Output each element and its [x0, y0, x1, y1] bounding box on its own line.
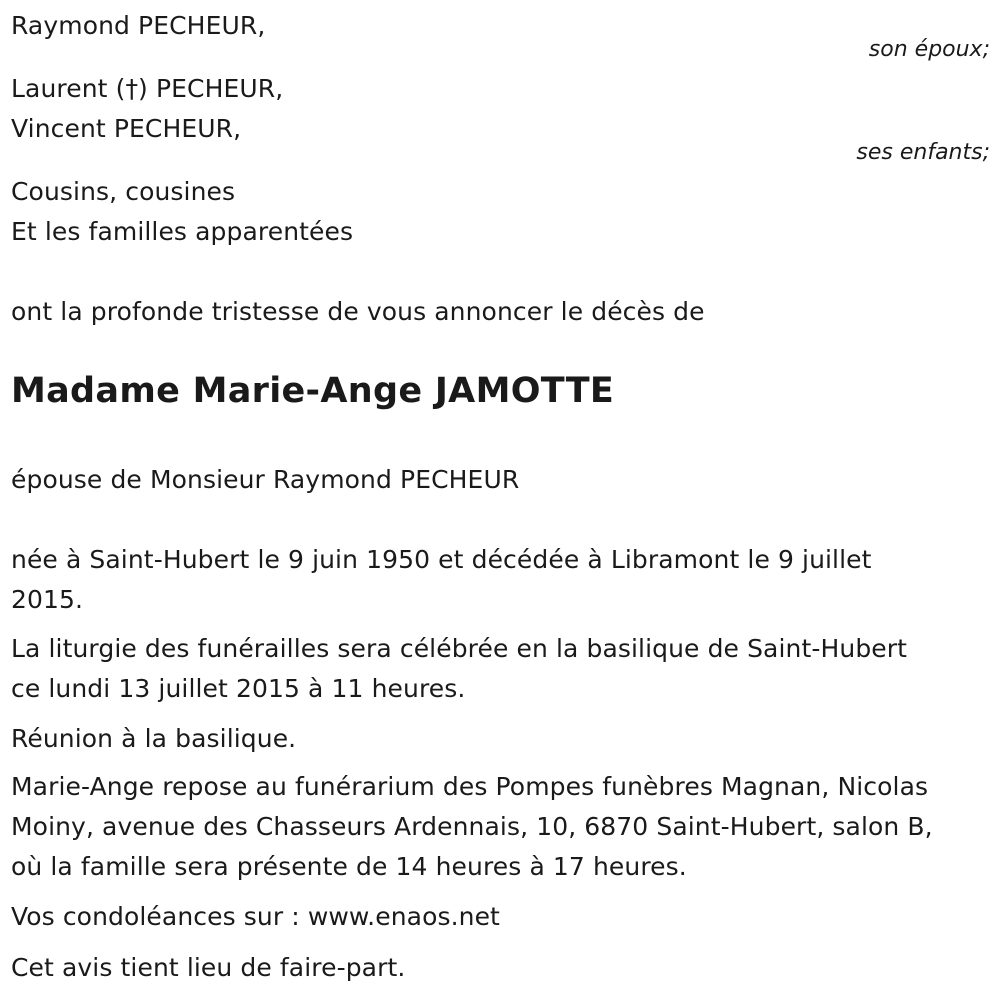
spouse-line: épouse de Monsieur Raymond PECHEUR [11, 465, 520, 494]
husband-name: Raymond PECHEUR, [11, 11, 266, 40]
birth-death-line-2: 2015. [11, 585, 84, 614]
rest-line-1: Marie-Ange repose au funérarium des Pompes funèbres Magnan, Nicolas [11, 772, 929, 801]
closing-line: Cet avis tient lieu de faire-part. [11, 953, 406, 982]
rest-line-3: où la famille sera présente de 14 heures à 17 heures. [11, 852, 687, 881]
children-role: ses enfants; [856, 140, 990, 165]
announcement-intro: ont la profonde tristesse de vous annoncer le décès de [11, 297, 705, 326]
liturgy-line-1: La liturgie des funérailles sera célébrée en la basilique de Saint-Hubert [11, 634, 908, 663]
rest-line-2: Moiny, avenue des Chasseurs Ardennais, 10, 6870 Saint-Hubert, salon B, [11, 812, 933, 841]
families-line: Et les familles apparentées [11, 217, 354, 246]
condolences-line: Vos condoléances sur : www.enaos.net [11, 902, 500, 931]
cousins-line: Cousins, cousines [11, 177, 236, 206]
child-name-vincent: Vincent PECHEUR, [11, 114, 242, 143]
husband-role: son époux; [868, 37, 990, 62]
liturgy-line-2: ce lundi 13 juillet 2015 à 11 heures. [11, 674, 466, 703]
reunion-line: Réunion à la basilique. [11, 724, 297, 753]
child-name-laurent: Laurent (†) PECHEUR, [11, 74, 284, 103]
deceased-name: Madame Marie-Ange JAMOTTE [11, 371, 615, 411]
birth-death-line-1: née à Saint-Hubert le 9 juin 1950 et décédée à Libramont le 9 juillet [11, 545, 872, 574]
